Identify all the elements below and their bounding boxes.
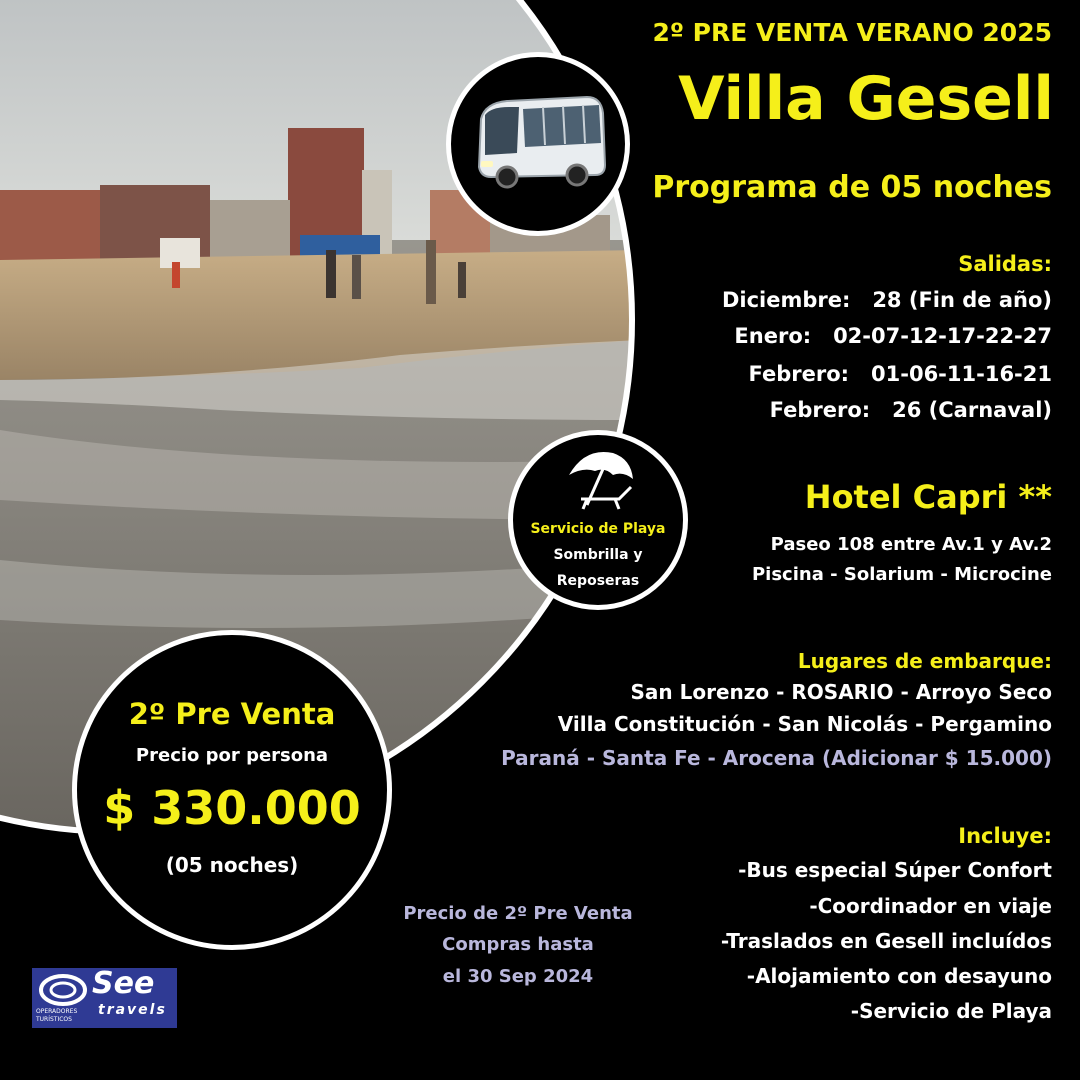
destination-title: Villa Gesell xyxy=(678,64,1054,134)
includes-item: -Coordinador en viaje xyxy=(809,894,1052,918)
see-travels-logo xyxy=(32,968,177,1028)
departure-item: Enero: 02-07-12-17-22-27 xyxy=(734,324,1052,348)
price-amount: $ 330.000 xyxy=(103,781,361,835)
departures-label: Salidas: xyxy=(958,252,1052,276)
beach-service-line: Sombrilla y xyxy=(553,547,643,563)
hotel-amenities: Piscina - Solarium - Microcine xyxy=(751,564,1052,585)
hotel-name: Hotel Capri ** xyxy=(804,478,1052,516)
departure-item: Febrero: 01-06-11-16-21 xyxy=(748,362,1052,386)
boarding-line: San Lorenzo - ROSARIO - Arroyo Seco xyxy=(630,680,1052,704)
promo-headline: 2º PRE VENTA VERANO 2025 xyxy=(652,18,1052,47)
beach-service-line: Reposeras xyxy=(556,573,640,589)
includes-label: Incluye: xyxy=(958,824,1052,848)
departure-item: Febrero: 26 (Carnaval) xyxy=(769,398,1052,422)
logo-tag: TURÍSTICOS xyxy=(36,1016,72,1023)
deadline-line: el 30 Sep 2024 xyxy=(442,966,594,987)
boarding-label: Lugares de embarque: xyxy=(797,649,1052,673)
beach-umbrella-icon xyxy=(561,447,641,513)
logo-sub: travels xyxy=(98,1002,167,1018)
deadline-line: Precio de 2º Pre Venta xyxy=(403,903,633,924)
bus-icon xyxy=(451,57,625,231)
includes-item: -Bus especial Súper Confort xyxy=(738,858,1052,882)
includes-item: -Alojamiento con desayuno xyxy=(746,964,1052,988)
beach-service-badge xyxy=(508,430,688,610)
deadline-line: Compras hasta xyxy=(442,934,594,955)
hotel-address: Paseo 108 entre Av.1 y Av.2 xyxy=(770,534,1052,555)
bus-badge xyxy=(446,52,630,236)
includes-item: -Traslados en Gesell incluídos xyxy=(720,929,1052,953)
price-per-person-label: Precio por persona xyxy=(135,745,329,766)
boarding-line-extra: Paraná - Santa Fe - Arocena (Adicionar $ 15.000) xyxy=(501,746,1052,770)
presale-title: 2º Pre Venta xyxy=(128,697,336,731)
logo-tag: OPERADORES xyxy=(36,1008,78,1015)
program-subtitle: Programa de 05 noches xyxy=(652,170,1052,205)
beach-service-title: Servicio de Playa xyxy=(530,521,666,537)
boarding-line: Villa Constitución - San Nicolás - Pergamino xyxy=(557,712,1052,736)
price-badge xyxy=(72,630,392,950)
includes-item: -Servicio de Playa xyxy=(850,999,1052,1023)
price-nights: (05 noches) xyxy=(165,853,299,877)
departure-item: Diciembre: 28 (Fin de año) xyxy=(721,288,1052,312)
logo-brand: See xyxy=(92,966,155,1001)
logo-swirl-icon xyxy=(38,972,88,1012)
